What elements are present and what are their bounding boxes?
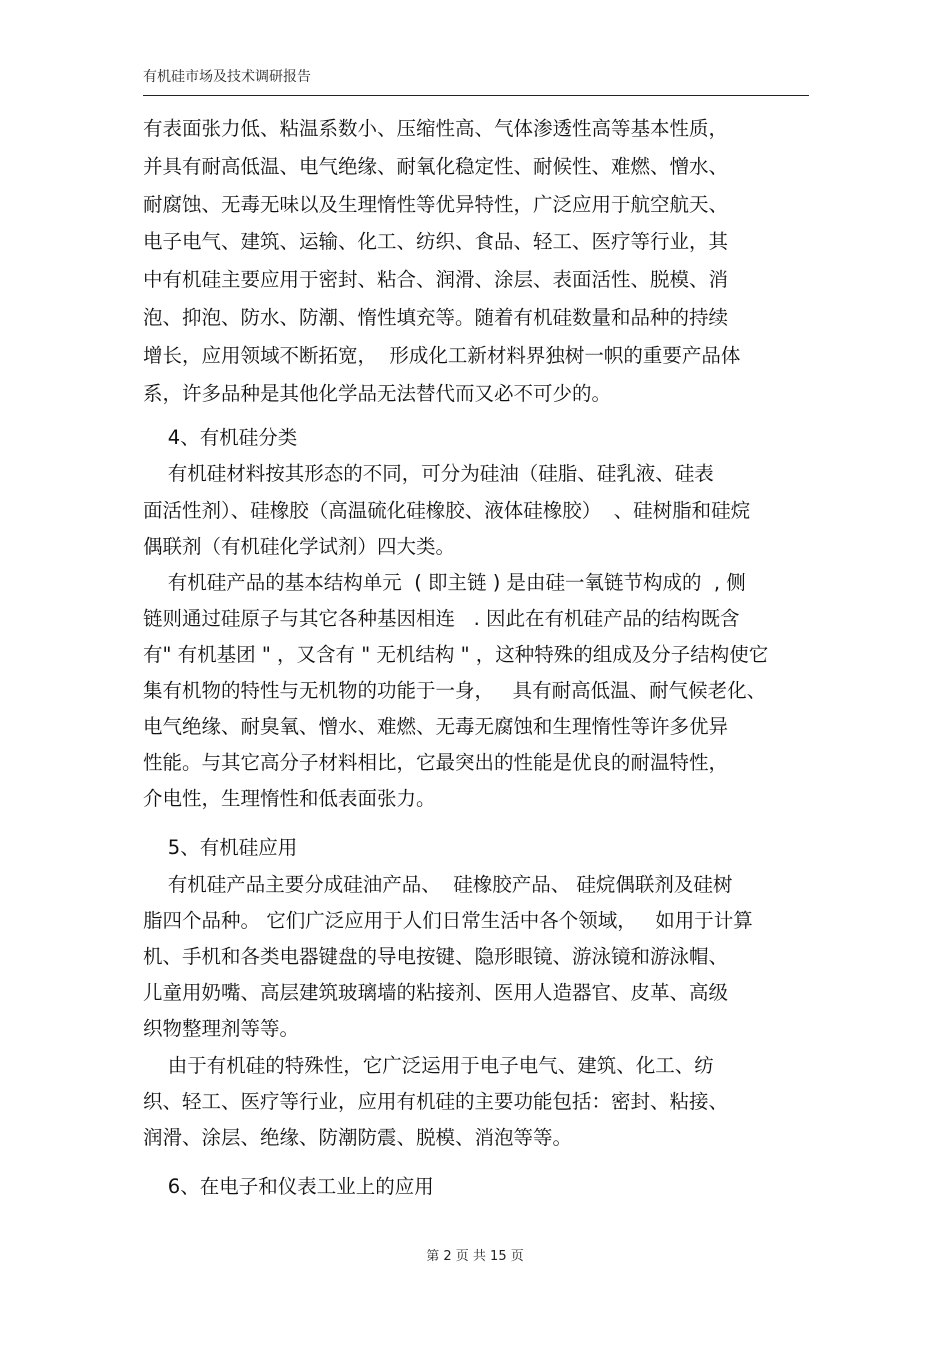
body-line: 有机硅材料按其形态的不同，可分为硅油（硅脂、硅乳液、硅表 [143,462,714,485]
body-line: 有" 有机基团 " ，又含有 " 无机结构 " ，这种特殊的组成及分子结构使它 [143,643,769,666]
body-line: 系，许多品种是其他化学品无法替代而又必不可少的。 [143,382,612,405]
body-line: 并具有耐高低温、电气绝缘、耐氧化稳定性、耐候性、难燃、憎水、 [143,155,729,178]
body-line: 由于有机硅的特殊性，它广泛运用于电子电气、建筑、化工、纺 [143,1054,714,1077]
body-line: 介电性，生理惰性和低表面张力。 [143,787,436,810]
body-line: 集有机物的特性与无机物的功能于一身， 具有耐高低温、耐气候老化、 [143,679,767,702]
body-line: 有表面张力低、粘温系数小、压缩性高、气体渗透性高等基本性质， [143,117,729,140]
body-line: 织物整理剂等等。 [143,1017,300,1040]
body-line: 增长，应用领域不断拓宽， 形成化工新材料界独树一帜的重要产品体 [143,344,741,367]
body-line: 儿童用奶嘴、高层建筑玻璃墙的粘接剂、医用人造器官、皮革、高级 [143,981,729,1004]
body-line: 有机硅产品的基本结构单元 ( 即主链 ) 是由硅一氧链节构成的 , 侧 [143,571,746,594]
body-line: 脂四个品种。 它们广泛应用于人们日常生活中各个领域， 如用于计算 [143,909,753,932]
body-line: 润滑、涂层、绝缘、防潮防震、脱模、消泡等等。 [143,1126,573,1149]
page-number: 第 2 页 共 15 页 [426,1249,524,1264]
body-line: 偶联剂（有机硅化学试剂）四大类。 [143,535,456,558]
body-line: 耐腐蚀、无毒无味以及生理惰性等优异特性，广泛应用于航空航天、 [143,193,729,216]
body-line: 机、手机和各类电器键盘的导电按键、隐形眼镜、游泳镜和游泳帽、 [143,945,729,968]
body-line: 面活性剂）、硅橡胶（高温硫化硅橡胶、液体硅橡胶） 、硅树脂和硅烷 [143,499,751,522]
body-line: 泡、抑泡、防水、防潮、惰性填充等。随着有机硅数量和品种的持续 [143,306,729,329]
section-heading: 6、在电子和仪表工业上的应用 [143,1175,434,1198]
page-header [143,64,809,96]
section-heading: 4、有机硅分类 [143,426,298,449]
body-line: 电气绝缘、耐臭氧、憎水、难燃、无毒无腐蚀和生理惰性等许多优异 [143,715,729,738]
body-line: 织、轻工、医疗等行业，应用有机硅的主要功能包括：密封、粘接、 [143,1090,729,1113]
body-line: 有机硅产品主要分成硅油产品、 硅橡胶产品、 硅烷偶联剂及硅树 [143,873,733,896]
body-line: 中有机硅主要应用于密封、粘合、润滑、涂层、表面活性、脱模、消 [143,268,729,291]
body-line: 链则通过硅原子与其它各种基因相连 . 因此在有机硅产品的结构既含 [143,607,740,630]
body-line: 电子电气、建筑、运输、化工、纺织、食品、轻工、医疗等行业，其 [143,230,729,253]
section-heading: 5、有机硅应用 [143,836,298,859]
body-line: 性能。与其它高分子材料相比，它最突出的性能是优良的耐温特性， [143,751,729,774]
header-title: 有机硅市场及技术调研报告 [143,69,311,85]
